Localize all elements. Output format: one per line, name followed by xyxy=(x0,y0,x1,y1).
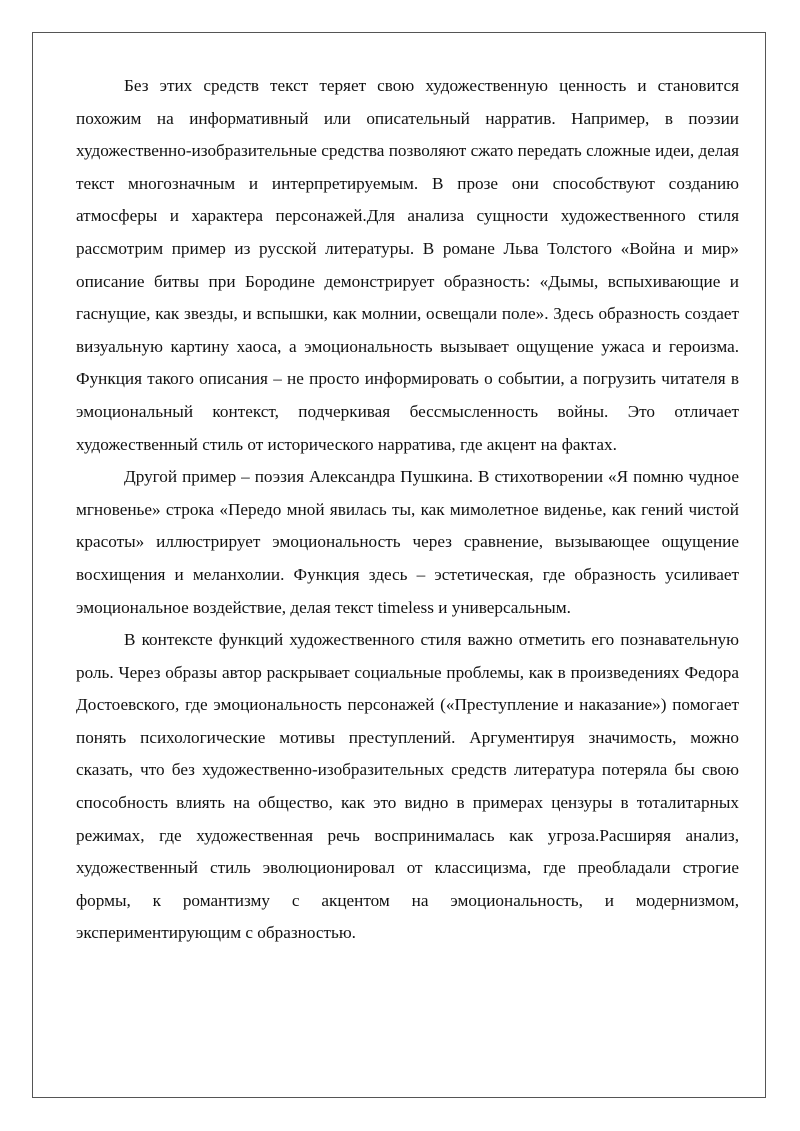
paragraph-2: Другой пример – поэзия Александра Пушкина. В стихотворении «Я помню чудное мгновенье» строка «Передо мной явилась ты, как мимолетное виденье, как гений чистой красоты» иллюстрирует эмоциональность через сравнение, вызывающее ощущение восхищения и меланхолии. Функция здесь – эстетическая, где образность усиливает эмоциональное воздействие, делая текст timeless и универсальным. xyxy=(76,467,739,617)
paragraph-3: В контексте функций художественного стиля важно отметить его познавательную роль. Через образы автор раскрывает социальные проблемы, как в произведениях Федора Достоевского, где эмоциональность персонажей («Преступление и наказание») помогает понять психологические мотивы преступлений. Аргументируя значимость, можно сказать, что без художественно-изобразительных средств литература потеряла бы свою способность влиять на общество, как это видно в примерах цензуры в тоталитарных режимах, где художественная речь воспринималась как угроза.Расширяя анализ, художественный стиль эволюционировал от классицизма, где преобладали строгие формы, к романтизму с акцентом на эмоциональность, и модернизмом, экспериментирующим с образностью. xyxy=(76,630,739,943)
paragraph-1: Без этих средств текст теряет свою художественную ценность и становится похожим на информативный или описательный нарратив. Например, в поэзии художественно-изобразительные средства позволяют сжато передать сложные идеи, делая текст многозначным и интерпретируемым. В прозе они способствуют созданию атмосферы и характера персонажей.Для анализа сущности художественного стиля рассмотрим пример из русской литературы. В романе Льва Толстого «Война и мир» описание битвы при Бородине демонстрирует образность: «Дымы, вспыхивающие и гаснущие, как звезды, и вспышки, как молнии, освещали поле». Здесь образность создает визуальную картину хаоса, а эмоциональность вызывает ощущение ужаса и героизма. Функция такого описания – не просто информировать о событии, а погрузить читателя в эмоциональный контекст, подчеркивая бессмысленность войны. Это отличает художественный стиль от исторического нарратива, где акцент на фактах. xyxy=(76,76,739,454)
document-body xyxy=(76,70,739,950)
